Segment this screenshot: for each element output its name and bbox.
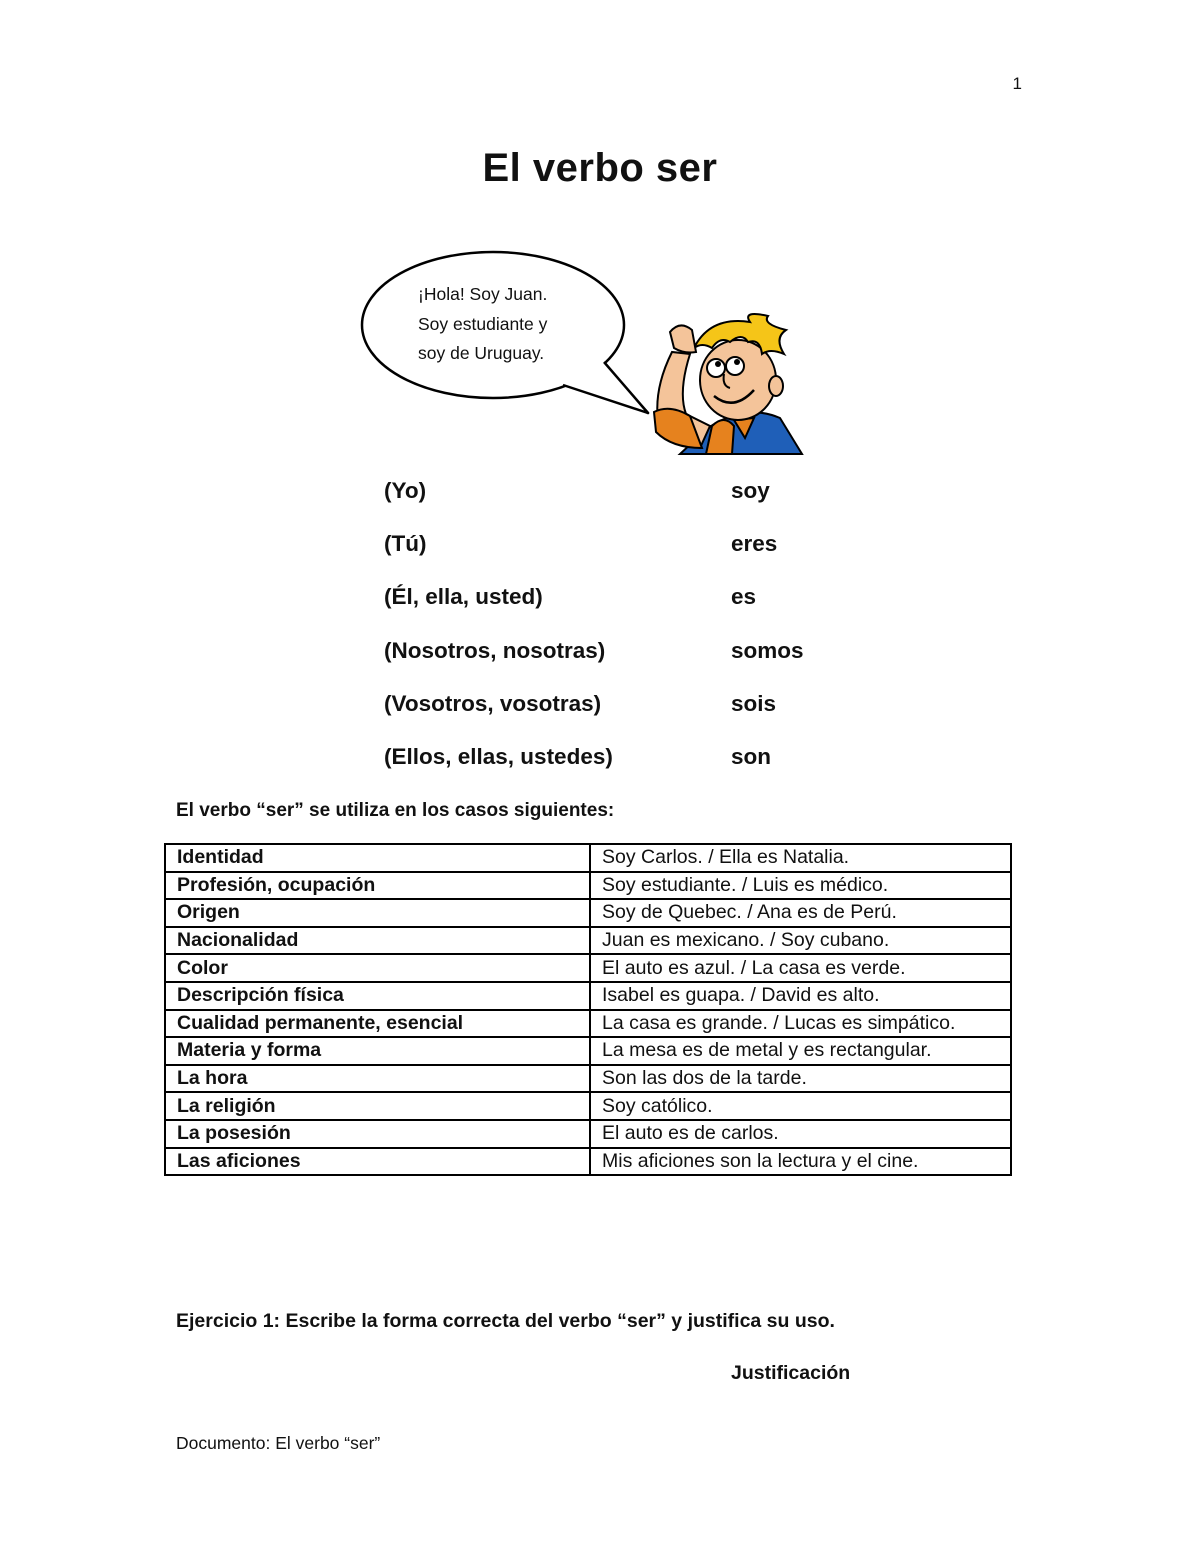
example-cell: Juan es mexicano. / Soy cubano. <box>590 927 1011 955</box>
table-row <box>165 1092 1011 1120</box>
example-cell: Soy católico. <box>590 1092 1011 1120</box>
use-cell: Profesión, ocupación <box>165 872 590 900</box>
verb-form: somos <box>731 637 804 663</box>
use-cell: Las aficiones <box>165 1148 590 1176</box>
page-title: El verbo ser <box>482 146 718 190</box>
verb-form: son <box>731 743 772 769</box>
speech-line: Soy estudiante y <box>418 313 548 334</box>
example-cell: La casa es grande. / Lucas es simpático. <box>590 1010 1011 1038</box>
pronoun: (Tú) <box>384 531 427 557</box>
verb-form: es <box>731 584 757 610</box>
verb-form: soy <box>731 478 770 503</box>
example-cell: La mesa es de metal y es rectangular. <box>590 1037 1011 1065</box>
pronoun: (Él, ella, usted) <box>384 584 543 610</box>
example-cell: El auto es azul. / La casa es verde. <box>590 954 1011 982</box>
use-cell: Identidad <box>165 844 590 872</box>
use-cell: La religión <box>165 1092 590 1120</box>
table-row <box>165 872 1011 900</box>
cartoon-boy-icon <box>650 308 806 456</box>
table-row <box>165 954 1011 982</box>
use-cell: Materia y forma <box>165 1037 590 1065</box>
justification-header: Justificación <box>731 1362 851 1384</box>
example-cell: Soy Carlos. / Ella es Natalia. <box>590 844 1011 872</box>
use-cell: Color <box>165 954 590 982</box>
use-cell: La posesión <box>165 1120 590 1148</box>
use-cell: Cualidad permanente, esencial <box>165 1010 590 1038</box>
use-cell: Descripción física <box>165 982 590 1010</box>
page-footer: Documento: El verbo “ser” <box>176 1433 381 1453</box>
table-row <box>165 844 1011 872</box>
use-cell: Origen <box>165 899 590 927</box>
pronoun: (Vosotros, vosotras) <box>384 690 602 716</box>
page-number: 1 <box>1012 74 1022 93</box>
table-row <box>165 1065 1011 1093</box>
exercise-title: Ejercicio 1: Escribe la forma correcta del verbo “ser” y justifica su uso. <box>176 1310 835 1332</box>
verb-form: eres <box>731 531 778 557</box>
example-cell: Isabel es guapa. / David es alto. <box>590 982 1011 1010</box>
example-cell: Soy estudiante. / Luis es médico. <box>590 872 1011 900</box>
table-row <box>165 1148 1011 1176</box>
example-cell: Mis aficiones son la lectura y el cine. <box>590 1148 1011 1176</box>
speech-bubble-text <box>418 280 547 369</box>
pronoun: (Yo) <box>384 478 427 503</box>
speech-line: ¡Hola! Soy Juan. <box>418 284 548 304</box>
uses-table <box>164 843 1012 1176</box>
pronoun: (Ellos, ellas, ustedes) <box>384 743 613 769</box>
table-row <box>165 982 1011 1010</box>
verb-form: sois <box>731 690 777 716</box>
table-row <box>165 899 1011 927</box>
example-cell: Soy de Quebec. / Ana es de Perú. <box>590 899 1011 927</box>
use-cell: Nacionalidad <box>165 927 590 955</box>
table-row <box>165 927 1011 955</box>
use-cell: La hora <box>165 1065 590 1093</box>
pronoun: (Nosotros, nosotras) <box>384 637 606 663</box>
table-row <box>165 1120 1011 1148</box>
table-row <box>165 1037 1011 1065</box>
example-cell: El auto es de carlos. <box>590 1120 1011 1148</box>
uses-intro: El verbo “ser” se utiliza en los casos siguientes: <box>176 800 615 821</box>
speech-line: soy de Uruguay. <box>418 343 545 363</box>
example-cell: Son las dos de la tarde. <box>590 1065 1011 1093</box>
table-row <box>165 1010 1011 1038</box>
